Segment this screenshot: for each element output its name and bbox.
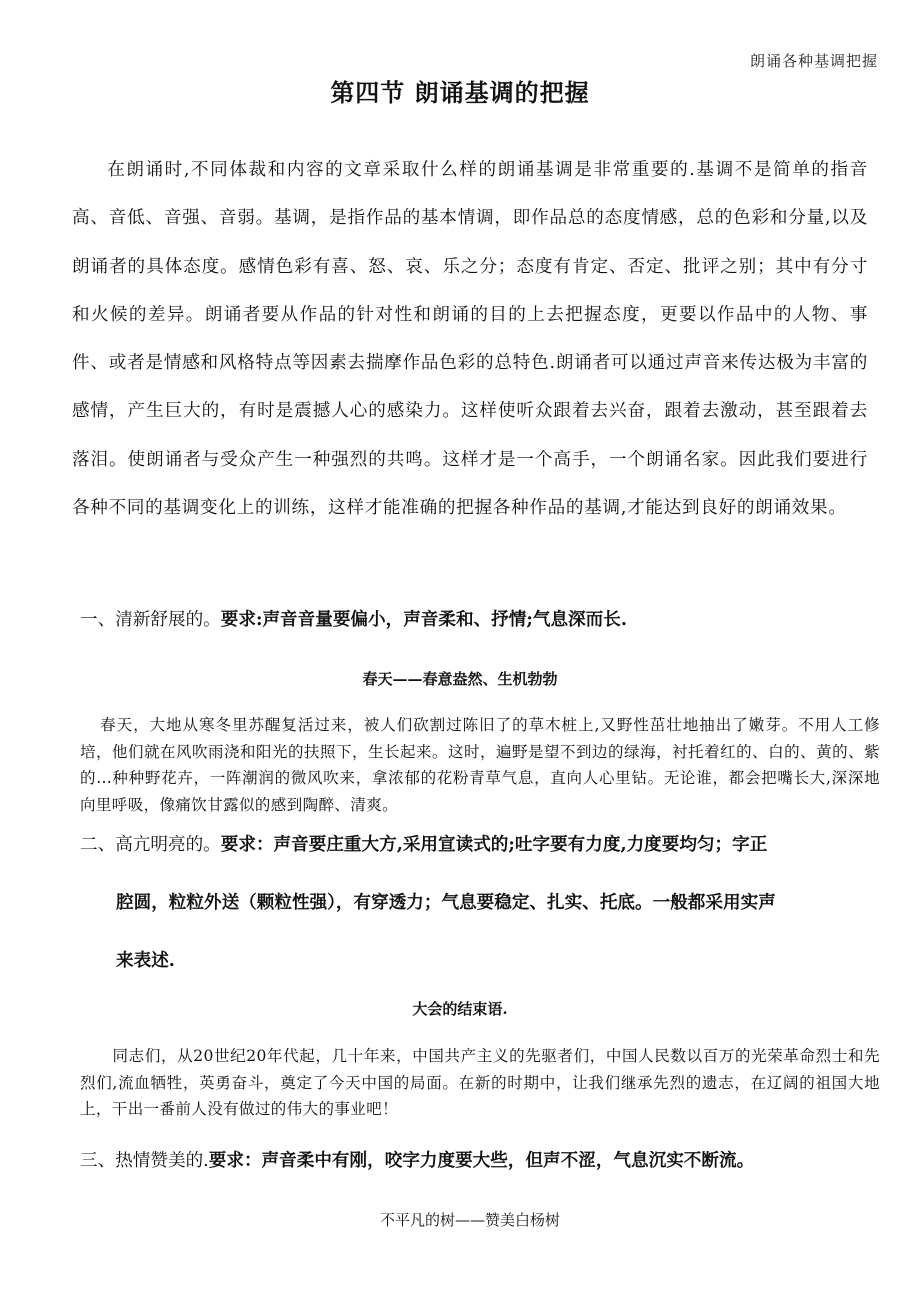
example-1-passage: 春天，大地从寒冬里苏醒复活过来，被人们砍割过陈旧了的草木桩上,又野性茁壮地抽出了嫩芽。不用人工修培，他们就在风吹雨浇和阳光的扶照下，生长起来。这时，遍野是望不到边的绿海，衬托着红的、白的、黄的、紫的…种种野花卉，一阵潮润的微风吹来，拿浓郁的花粉青草气息，直向人心里钻。无论谁，都会把嘴长大,深深地向里呼吸，像痛饮甘露似的感到陶醉、清爽。: [80, 716, 880, 814]
section-2-requirement-line3: 来表述.: [116, 950, 175, 971]
section-1-requirement: 要求:声音音量要偏小，声音柔和、抒情;气息深而长.: [220, 609, 627, 630]
section-3-label: 三、热情赞美的.: [80, 1151, 209, 1171]
section-3-heading: [80, 1147, 754, 1172]
section-2-requirement-line1: 要求：声音要庄重大方,采用宣读式的;吐字要有力度,力度要均匀；字正: [220, 834, 768, 855]
section-3-requirement: 要求：声音柔中有刚，咬字力度要大些，但声不涩，气息沉实不断流。: [208, 1150, 755, 1171]
example-1-title: 春天——春意盎然、生机勃勃: [362, 670, 558, 688]
example-2-title: 大会的结束语.: [412, 1000, 508, 1018]
example-2-passage: 同志们，从20世纪20年代起，几十年来，中国共产主义的先驱者们，中国人民数以百万的光荣革命烈士和先烈们,流血牺牲，英勇奋斗，奠定了今天中国的局面。在新的时期中，让我们继承先烈的遗志，在辽阔的祖国大地上，干出一番前人没有做过的伟大的事业吧！: [80, 1047, 880, 1119]
section-2-requirement-line2: 腔圆，粒粒外送（颗粒性强），有穿透力；气息要稳定、扎实、托底。一般都采用实声: [116, 892, 776, 913]
running-header: 朗诵各种基调把握: [749, 52, 878, 70]
section-1-heading: [80, 606, 627, 631]
page-title: 第四节 朗诵基调的把握: [330, 79, 590, 107]
section-1-label: 一、清新舒展的。: [80, 610, 221, 630]
intro-paragraph: 在朗诵时,不同体裁和内容的文章采取什么样的朗诵基调是非常重要的.基调不是简单的指音高、音低、音强、音弱。基调，是指作品的基本情调，即作品总的态度情感，总的色彩和分量,以及朗诵者的具体态度。感情色彩有喜、怒、哀、乐之分；态度有肯定、否定、批评之别；其中有分寸和火候的差异。朗诵者要从作品的针对性和朗诵的目的上去把握态度，更要以作品中的人物、事件、或者是情感和风格特点等因素去揣摩作品色彩的总特色.朗诵者可以通过声音来传达极为丰富的感情，产生巨大的，有时是震撼人心的感染力。这样使听众跟着去兴奋，跟着去激动，甚至跟着去落泪。使朗诵者与受众产生一种强烈的共鸣。这样才是一个高手，一个朗诵名家。因此我们要进行各种不同的基调变化上的训练，这样才能准确的把握各种作品的基调,才能达到良好的朗诵效果。: [72, 160, 868, 519]
section-2-label: 二、高亢明亮的。: [80, 835, 221, 855]
section-2-heading: [80, 816, 880, 990]
example-3-title: 不平凡的树——赞美白杨树: [379, 1211, 560, 1229]
